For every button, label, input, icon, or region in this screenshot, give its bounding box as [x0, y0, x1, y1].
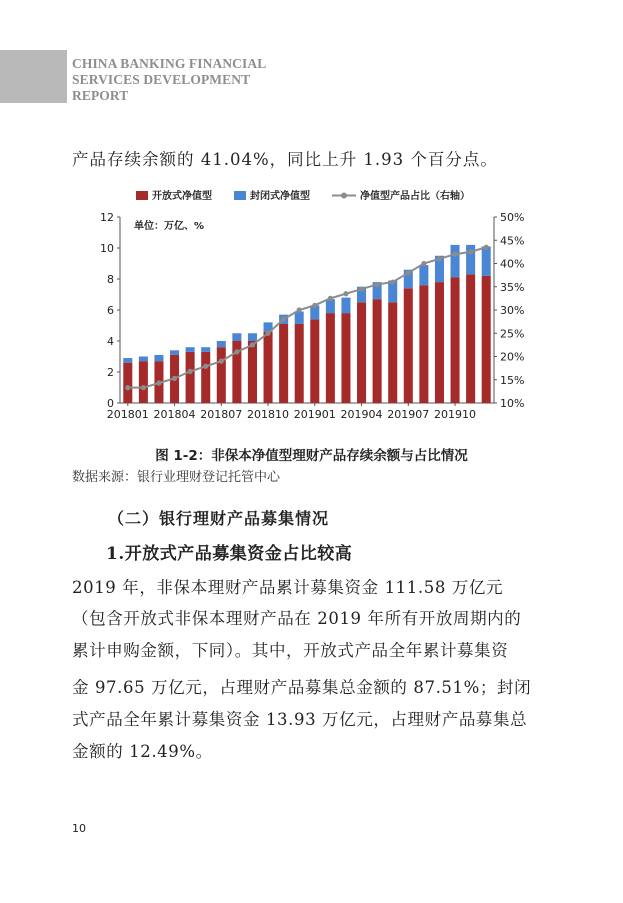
bar-open-net-value — [279, 324, 288, 403]
ratio-point — [406, 270, 411, 275]
ratio-point — [156, 380, 161, 385]
body-line-1: 2019 年，非保本理财产品累计募集资金 111.58 万亿元 — [72, 578, 504, 597]
legend-label-open: 开放式净值型 — [152, 191, 212, 202]
x-axis-ticks — [107, 403, 476, 421]
left-tick-label: 0 — [107, 397, 114, 410]
bar-closed-net-value — [232, 333, 241, 341]
intro-paragraph: 产品存续余额的 41.04%，同比上升 1.93 个百分点。 — [72, 150, 498, 169]
left-tick-label: 4 — [107, 335, 114, 348]
bar-closed-net-value — [139, 357, 148, 362]
bar-closed-net-value — [170, 350, 179, 355]
right-tick-label: 35% — [500, 280, 524, 294]
bar-open-net-value — [373, 299, 382, 403]
bar-open-net-value — [404, 288, 413, 403]
ratio-point — [343, 291, 348, 296]
right-tick-label: 45% — [500, 234, 524, 248]
ratio-point — [297, 307, 302, 312]
legend-swatch-closed — [234, 191, 246, 200]
sub-heading: 1.开放式产品募集资金占比较高 — [106, 544, 353, 564]
figure-source: 数据来源：银行业理财登记托管中心 — [72, 470, 281, 485]
left-tick-label: 6 — [107, 304, 114, 317]
right-tick-label: 40% — [500, 257, 524, 271]
bar-closed-net-value — [154, 355, 163, 361]
right-tick-label: 30% — [500, 304, 524, 317]
header-decoration-block — [0, 50, 67, 103]
page-number: 10 — [72, 822, 86, 835]
right-tick-label: 20% — [500, 350, 524, 364]
right-tick-label: 25% — [500, 327, 524, 341]
bar-open-net-value — [482, 276, 491, 403]
ratio-point — [203, 364, 208, 369]
x-tick-label: 201901 — [293, 408, 336, 421]
ratio-point — [359, 286, 364, 291]
chart-bars — [123, 245, 490, 403]
bar-open-net-value — [310, 319, 319, 403]
left-axis-ticks — [100, 211, 120, 410]
left-tick-label: 12 — [100, 211, 114, 224]
bar-open-net-value — [186, 352, 195, 403]
x-tick-label: 201804 — [153, 408, 196, 421]
bar-open-net-value — [435, 282, 444, 403]
legend-label-closed: 封闭式净值型 — [250, 191, 310, 202]
chart-legend — [136, 189, 470, 202]
ratio-point — [188, 369, 193, 374]
bar-closed-net-value — [248, 333, 257, 341]
bar-open-net-value — [466, 274, 475, 403]
bar-closed-net-value — [451, 245, 460, 278]
ratio-point — [312, 303, 317, 308]
ratio-point — [437, 256, 442, 261]
header-title-line-1: CHINA BANKING FINANCIAL — [72, 56, 267, 71]
ratio-point — [281, 317, 286, 322]
ratio-point — [125, 385, 130, 390]
bar-open-net-value — [295, 324, 304, 403]
right-axis-ticks — [494, 211, 524, 410]
bar-open-net-value — [341, 313, 350, 403]
x-tick-label: 201907 — [387, 408, 430, 421]
bar-closed-net-value — [201, 347, 210, 352]
x-tick-label: 201801 — [106, 408, 149, 421]
right-tick-label: 50% — [500, 211, 524, 224]
ratio-line — [128, 247, 486, 387]
bar-closed-net-value — [419, 265, 428, 285]
legend-marker-ratio — [341, 193, 347, 199]
bar-open-net-value — [139, 361, 148, 403]
bar-open-net-value — [123, 363, 132, 403]
legend-label-ratio: 净值型产品占比（右轴） — [360, 191, 470, 202]
ratio-point — [234, 349, 239, 354]
section-heading: （二）银行理财产品募集情况 — [108, 509, 330, 528]
bar-closed-net-value — [482, 246, 491, 275]
bar-open-net-value — [326, 313, 335, 403]
ratio-point — [375, 282, 380, 287]
bar-closed-net-value — [217, 341, 226, 347]
header-title-line-3: REPORT — [72, 88, 129, 103]
bar-open-net-value — [419, 285, 428, 403]
bar-open-net-value — [451, 277, 460, 403]
bar-open-net-value — [388, 302, 397, 403]
right-tick-label: 15% — [500, 373, 524, 387]
x-tick-label: 201910 — [434, 408, 477, 421]
left-tick-label: 8 — [107, 273, 114, 286]
net-value-products-chart — [84, 183, 524, 423]
chart-unit-label: 单位：万亿、% — [134, 221, 205, 232]
ratio-line-series — [125, 245, 489, 391]
figure-caption: 图 1-2：非保本净值型理财产品存续余额与占比情况 — [155, 448, 468, 464]
ratio-point — [390, 280, 395, 285]
x-tick-label: 201807 — [200, 408, 243, 421]
ratio-point — [484, 245, 489, 250]
ratio-point — [328, 296, 333, 301]
bar-open-net-value — [217, 347, 226, 403]
ratio-point — [141, 385, 146, 390]
bar-open-net-value — [248, 341, 257, 403]
x-tick-label: 201810 — [247, 408, 290, 421]
left-tick-label: 10 — [100, 242, 114, 255]
header-title-line-2: SERVICES DEVELOPMENT — [72, 72, 251, 87]
ratio-point — [421, 261, 426, 266]
x-tick-label: 201904 — [340, 408, 383, 421]
body-line-5: 式产品全年累计募集资金 13.93 万亿元，占理财产品募集总 — [72, 710, 528, 729]
bar-open-net-value — [357, 302, 366, 403]
ratio-point — [265, 331, 270, 336]
ratio-point — [172, 376, 177, 381]
body-line-6: 金额的 12.49%。 — [72, 742, 213, 761]
ratio-point — [452, 252, 457, 257]
body-line-4: 金 97.65 万亿元，占理财产品募集总金额的 87.51%；封闭 — [72, 678, 532, 697]
right-tick-label: 10% — [500, 397, 524, 410]
bar-closed-net-value — [326, 299, 335, 313]
report-header-title — [72, 56, 332, 104]
bar-open-net-value — [201, 352, 210, 403]
ratio-point — [219, 359, 224, 364]
bar-closed-net-value — [186, 347, 195, 352]
body-line-2: （包含开放式非保本理财产品在 2019 年所有开放周期内的 — [72, 609, 522, 628]
ratio-point — [250, 342, 255, 347]
ratio-point — [468, 249, 473, 254]
bar-closed-net-value — [123, 358, 132, 363]
bar-closed-net-value — [341, 298, 350, 314]
body-line-3: 累计申购金额，下同）。其中，开放式产品全年累计募集资 — [72, 641, 509, 660]
left-tick-label: 2 — [107, 366, 114, 379]
bar-closed-net-value — [295, 312, 304, 324]
legend-swatch-open — [136, 191, 148, 200]
bar-open-net-value — [264, 332, 273, 403]
